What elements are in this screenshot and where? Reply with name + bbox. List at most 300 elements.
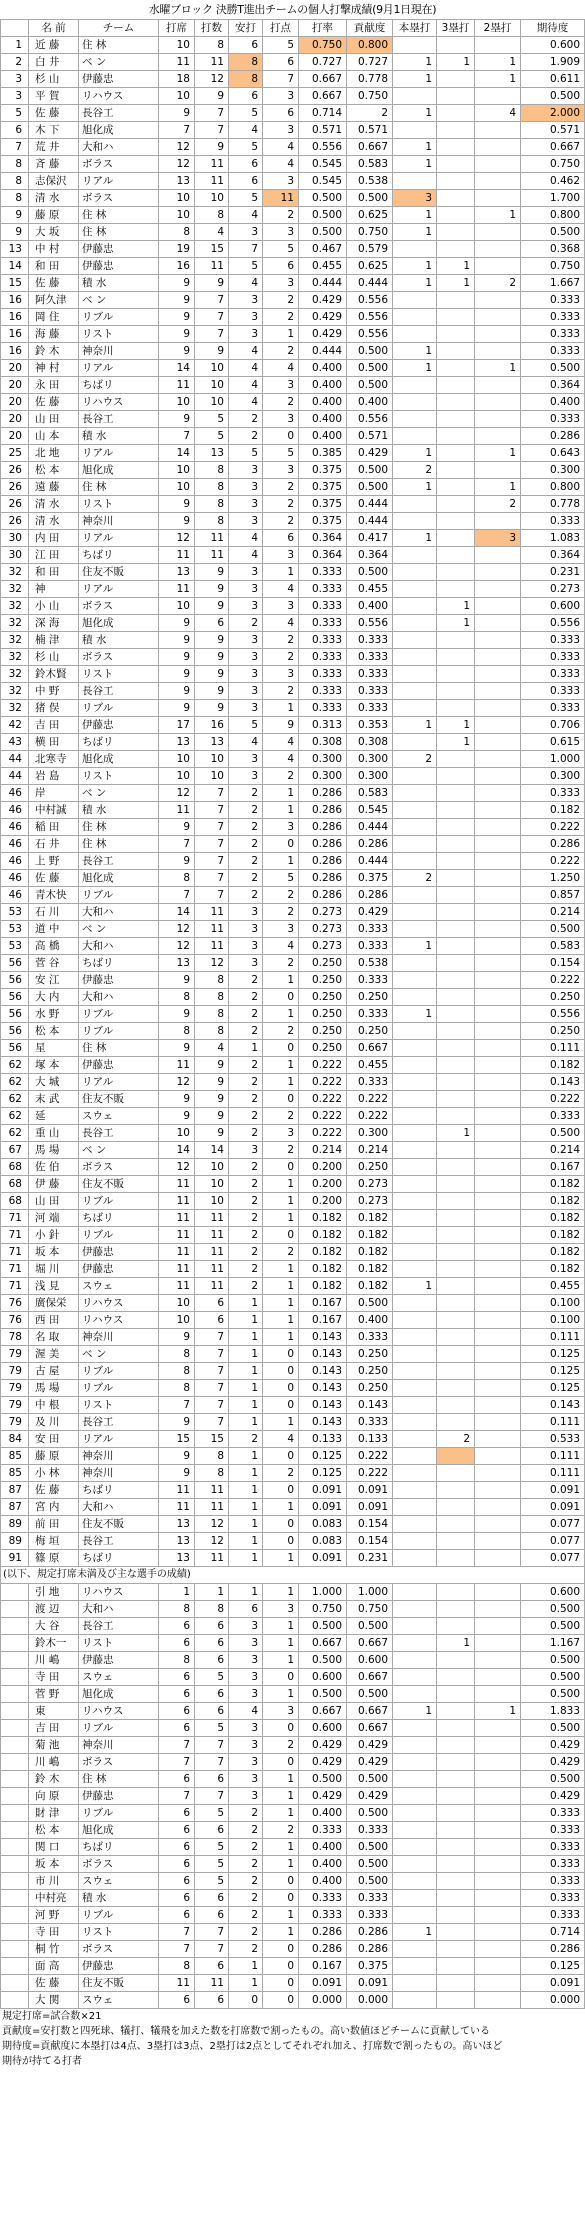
cell-at-bats: 7	[195, 1941, 229, 1958]
cell-name: 向 原	[29, 1788, 79, 1805]
cell-home-runs	[393, 802, 437, 819]
cell-batting-avg: 0.429	[299, 1754, 347, 1771]
cell-rank: 32	[1, 666, 29, 683]
cell-batting-avg: 0.500	[299, 207, 347, 224]
cell-expectation: 0.600	[521, 1584, 585, 1601]
cell-batting-avg: 0.000	[299, 1992, 347, 2009]
cell-hits: 3	[229, 938, 263, 955]
cell-rbi: 3	[263, 819, 299, 836]
cell-rbi: 1	[263, 326, 299, 343]
cell-team: 長谷工	[79, 1414, 159, 1431]
cell-batting-avg: 0.091	[299, 1550, 347, 1567]
cell-expectation: 0.750	[521, 156, 585, 173]
cell-at-bats: 6	[195, 1958, 229, 1975]
cell-rank: 32	[1, 598, 29, 615]
cell-batting-avg: 0.571	[299, 122, 347, 139]
cell-team: 大和ハ	[79, 989, 159, 1006]
cell-home-runs	[393, 1397, 437, 1414]
cell-home-runs	[393, 1142, 437, 1159]
cell-rank: 46	[1, 870, 29, 887]
table-row	[1, 496, 585, 513]
cell-plate-appearances: 10	[159, 190, 195, 207]
cell-team: 伊藤忠	[79, 1261, 159, 1278]
cell-name: 関 口	[29, 1839, 79, 1856]
cell-at-bats: 9	[195, 700, 229, 717]
cell-contribution: 0.444	[347, 496, 393, 513]
cell-home-runs: 1	[393, 1006, 437, 1023]
cell-rank: 46	[1, 853, 29, 870]
cell-plate-appearances: 9	[159, 105, 195, 122]
cell-contribution: 0.333	[347, 700, 393, 717]
cell-rbi: 0	[263, 1754, 299, 1771]
cell-at-bats: 5	[195, 1856, 229, 1873]
cell-name: 石 川	[29, 904, 79, 921]
table-row	[1, 411, 585, 428]
cell-rbi: 2	[263, 1822, 299, 1839]
table-row	[1, 1176, 585, 1193]
cell-contribution: 0.750	[347, 88, 393, 105]
cell-expectation: 0.182	[521, 1244, 585, 1261]
cell-plate-appearances: 9	[159, 666, 195, 683]
cell-plate-appearances: 9	[159, 972, 195, 989]
cell-plate-appearances: 13	[159, 734, 195, 751]
cell-team: 積 水	[79, 428, 159, 445]
cell-at-bats: 7	[195, 1363, 229, 1380]
cell-triples	[437, 428, 475, 445]
cell-contribution: 0.231	[347, 1550, 393, 1567]
table-row	[1, 1380, 585, 1397]
cell-team: 住 林	[79, 479, 159, 496]
cell-hits: 2	[229, 1159, 263, 1176]
cell-team: 伊藤忠	[79, 1788, 159, 1805]
cell-contribution: 0.417	[347, 530, 393, 547]
cell-at-bats: 6	[195, 1907, 229, 1924]
table-row	[1, 615, 585, 632]
cell-home-runs	[393, 122, 437, 139]
cell-doubles	[475, 394, 521, 411]
table-row	[1, 1142, 585, 1159]
cell-expectation: 0.111	[521, 1414, 585, 1431]
cell-plate-appearances: 9	[159, 275, 195, 292]
cell-triples	[437, 564, 475, 581]
cell-home-runs	[393, 615, 437, 632]
cell-hits: 1	[229, 1329, 263, 1346]
table-row	[1, 649, 585, 666]
cell-rbi: 5	[263, 241, 299, 258]
cell-contribution: 0.222	[347, 1108, 393, 1125]
cell-doubles: 3	[475, 530, 521, 547]
cell-plate-appearances: 7	[159, 428, 195, 445]
cell-triples	[437, 870, 475, 887]
cell-at-bats: 9	[195, 632, 229, 649]
cell-batting-avg: 0.667	[299, 1635, 347, 1652]
cell-batting-avg: 0.375	[299, 462, 347, 479]
cell-team: 積 水	[79, 275, 159, 292]
cell-plate-appearances: 10	[159, 462, 195, 479]
cell-batting-avg: 0.300	[299, 768, 347, 785]
table-row-extra	[1, 1754, 585, 1771]
cell-triples	[437, 1210, 475, 1227]
table-row-extra	[1, 1822, 585, 1839]
cell-home-runs	[393, 394, 437, 411]
cell-triples	[437, 683, 475, 700]
cell-contribution: 0.750	[347, 1601, 393, 1618]
cell-hits: 5	[229, 139, 263, 156]
cell-contribution: 0.583	[347, 156, 393, 173]
cell-hits: 6	[229, 37, 263, 54]
cell-doubles	[475, 1822, 521, 1839]
cell-team: 大和ハ	[79, 904, 159, 921]
cell-plate-appearances: 11	[159, 1482, 195, 1499]
cell-hits: 2	[229, 1278, 263, 1295]
cell-triples	[437, 343, 475, 360]
cell-hits: 7	[229, 241, 263, 258]
cell-hits: 3	[229, 598, 263, 615]
cell-doubles	[475, 1839, 521, 1856]
cell-rbi: 1	[263, 1193, 299, 1210]
table-row	[1, 1006, 585, 1023]
cell-hits: 4	[229, 343, 263, 360]
cell-contribution: 0.273	[347, 1176, 393, 1193]
cell-batting-avg: 0.375	[299, 496, 347, 513]
cell-rbi: 1	[263, 1652, 299, 1669]
cell-rank	[1, 1584, 29, 1601]
cell-batting-avg: 0.143	[299, 1329, 347, 1346]
cell-plate-appearances: 11	[159, 1057, 195, 1074]
cell-rbi: 3	[263, 224, 299, 241]
cell-hits: 1	[229, 1397, 263, 1414]
cell-rank	[1, 1958, 29, 1975]
cell-at-bats: 4	[195, 1040, 229, 1057]
cell-doubles	[475, 836, 521, 853]
cell-rank: 62	[1, 1057, 29, 1074]
cell-doubles	[475, 1992, 521, 2009]
cell-team: 旭化成	[79, 122, 159, 139]
cell-team: リブル	[79, 1193, 159, 1210]
cell-triples	[437, 1992, 475, 2009]
cell-triples	[437, 1941, 475, 1958]
cell-triples	[437, 190, 475, 207]
header-expectation: 期待度	[521, 20, 585, 37]
cell-expectation: 0.500	[521, 1669, 585, 1686]
cell-contribution: 0.222	[347, 1448, 393, 1465]
cell-team: 神奈川	[79, 343, 159, 360]
cell-triples	[437, 377, 475, 394]
cell-hits: 3	[229, 513, 263, 530]
cell-team: リアル	[79, 1431, 159, 1448]
cell-home-runs	[393, 1363, 437, 1380]
cell-rank: 8	[1, 156, 29, 173]
cell-name: 坂 本	[29, 1856, 79, 1873]
cell-rank: 46	[1, 836, 29, 853]
cell-expectation: 0.429	[521, 1788, 585, 1805]
cell-plate-appearances: 17	[159, 717, 195, 734]
cell-expectation: 0.125	[521, 1346, 585, 1363]
cell-plate-appearances: 14	[159, 445, 195, 462]
cell-home-runs	[393, 1091, 437, 1108]
cell-at-bats: 7	[195, 819, 229, 836]
cell-hits: 1	[229, 1295, 263, 1312]
cell-plate-appearances: 12	[159, 156, 195, 173]
cell-contribution: 0.091	[347, 1499, 393, 1516]
cell-at-bats: 5	[195, 411, 229, 428]
cell-plate-appearances: 8	[159, 989, 195, 1006]
cell-rbi: 0	[263, 1941, 299, 1958]
cell-team: リハウス	[79, 1312, 159, 1329]
cell-triples	[437, 37, 475, 54]
cell-hits: 2	[229, 819, 263, 836]
cell-rbi: 1	[263, 1550, 299, 1567]
cell-triples	[437, 1737, 475, 1754]
cell-expectation: 0.364	[521, 377, 585, 394]
cell-hits: 3	[229, 751, 263, 768]
cell-contribution: 0.778	[347, 71, 393, 88]
table-row	[1, 1363, 585, 1380]
cell-rbi: 0	[263, 836, 299, 853]
cell-triples: 1	[437, 275, 475, 292]
cell-team: 長谷工	[79, 1618, 159, 1635]
cell-plate-appearances: 11	[159, 1210, 195, 1227]
cell-plate-appearances: 10	[159, 88, 195, 105]
cell-rbi: 5	[263, 870, 299, 887]
cell-hits: 2	[229, 1261, 263, 1278]
cell-team: 積 水	[79, 1890, 159, 1907]
cell-hits: 2	[229, 1193, 263, 1210]
cell-rank: 32	[1, 581, 29, 598]
cell-team: リハウス	[79, 88, 159, 105]
cell-plate-appearances: 8	[159, 224, 195, 241]
cell-doubles	[475, 700, 521, 717]
cell-triples	[437, 1618, 475, 1635]
cell-contribution: 0.333	[347, 1074, 393, 1091]
cell-batting-avg: 0.083	[299, 1533, 347, 1550]
cell-plate-appearances: 19	[159, 241, 195, 258]
cell-team: ちばリ	[79, 547, 159, 564]
cell-at-bats: 5	[195, 428, 229, 445]
cell-triples	[437, 1448, 475, 1465]
cell-rbi: 0	[263, 1873, 299, 1890]
cell-triples	[437, 972, 475, 989]
cell-plate-appearances: 9	[159, 1006, 195, 1023]
cell-contribution: 0.429	[347, 1754, 393, 1771]
cell-name: 宮 内	[29, 1499, 79, 1516]
cell-hits: 3	[229, 1737, 263, 1754]
cell-triples	[437, 411, 475, 428]
cell-rank	[1, 1907, 29, 1924]
cell-rbi: 0	[263, 1720, 299, 1737]
cell-rbi: 2	[263, 768, 299, 785]
cell-batting-avg: 0.200	[299, 1159, 347, 1176]
table-row	[1, 1550, 585, 1567]
cell-home-runs	[393, 836, 437, 853]
cell-home-runs: 2	[393, 870, 437, 887]
cell-home-runs	[393, 1533, 437, 1550]
cell-rank: 89	[1, 1533, 29, 1550]
cell-doubles: 2	[475, 275, 521, 292]
cell-rank: 62	[1, 1091, 29, 1108]
table-row	[1, 887, 585, 904]
table-row-extra	[1, 1686, 585, 1703]
cell-contribution: 0.333	[347, 683, 393, 700]
cell-contribution: 2	[347, 105, 393, 122]
table-row	[1, 360, 585, 377]
cell-rank	[1, 1788, 29, 1805]
cell-name: 楠 津	[29, 632, 79, 649]
table-row-extra	[1, 1975, 585, 1992]
cell-expectation: 0.615	[521, 734, 585, 751]
cell-name: 面 高	[29, 1958, 79, 1975]
cell-doubles	[475, 1941, 521, 1958]
cell-at-bats: 8	[195, 989, 229, 1006]
cell-plate-appearances: 8	[159, 870, 195, 887]
cell-home-runs: 1	[393, 479, 437, 496]
cell-name: 岸	[29, 785, 79, 802]
cell-rank: 5	[1, 105, 29, 122]
cell-batting-avg: 0.143	[299, 1346, 347, 1363]
cell-rank: 16	[1, 343, 29, 360]
cell-hits: 2	[229, 802, 263, 819]
cell-team: リブル	[79, 887, 159, 904]
cell-rbi: 0	[263, 1091, 299, 1108]
cell-triples	[437, 1380, 475, 1397]
cell-rbi: 2	[263, 1244, 299, 1261]
cell-triples	[437, 768, 475, 785]
cell-expectation: 0.500	[521, 88, 585, 105]
cell-plate-appearances: 13	[159, 1516, 195, 1533]
cell-home-runs	[393, 853, 437, 870]
cell-triples	[437, 1329, 475, 1346]
cell-triples	[437, 1023, 475, 1040]
cell-batting-avg: 0.500	[299, 1771, 347, 1788]
cell-contribution: 1.000	[347, 1584, 393, 1601]
cell-doubles	[475, 1550, 521, 1567]
cell-rbi: 4	[263, 139, 299, 156]
cell-at-bats: 7	[195, 1414, 229, 1431]
cell-hits: 5	[229, 190, 263, 207]
cell-contribution: 0.333	[347, 972, 393, 989]
cell-contribution: 0.300	[347, 751, 393, 768]
cell-rbi: 2	[263, 1108, 299, 1125]
cell-batting-avg: 0.444	[299, 275, 347, 292]
table-row-extra	[1, 1958, 585, 1975]
cell-triples: 1	[437, 598, 475, 615]
cell-doubles	[475, 1652, 521, 1669]
cell-team: リアル	[79, 1074, 159, 1091]
cell-name: 佐 伯	[29, 1159, 79, 1176]
cell-rank: 56	[1, 955, 29, 972]
cell-hits: 2	[229, 1125, 263, 1142]
cell-contribution: 0.538	[347, 955, 393, 972]
cell-doubles	[475, 1873, 521, 1890]
cell-hits: 1	[229, 1499, 263, 1516]
cell-name: 猪 俣	[29, 700, 79, 717]
cell-name: 堀 川	[29, 1261, 79, 1278]
cell-team: ベ ン	[79, 54, 159, 71]
cell-expectation: 0.333	[521, 513, 585, 530]
cell-doubles	[475, 326, 521, 343]
cell-home-runs	[393, 1414, 437, 1431]
cell-name: 松 本	[29, 462, 79, 479]
cell-expectation: 0.300	[521, 462, 585, 479]
cell-rbi: 1	[263, 1006, 299, 1023]
cell-doubles	[475, 1737, 521, 1754]
cell-home-runs	[393, 972, 437, 989]
cell-at-bats: 11	[195, 1261, 229, 1278]
table-row	[1, 819, 585, 836]
cell-rbi: 0	[263, 1975, 299, 1992]
cell-name: 道 中	[29, 921, 79, 938]
cell-at-bats: 10	[195, 1193, 229, 1210]
cell-team: ちばリ	[79, 1550, 159, 1567]
cell-team: 伊藤忠	[79, 241, 159, 258]
cell-triples	[437, 649, 475, 666]
cell-rank: 62	[1, 1108, 29, 1125]
cell-name: 木 下	[29, 122, 79, 139]
cell-rbi: 1	[263, 1278, 299, 1295]
cell-plate-appearances: 12	[159, 938, 195, 955]
cell-hits: 2	[229, 1805, 263, 1822]
cell-hits: 5	[229, 445, 263, 462]
cell-rank: 44	[1, 751, 29, 768]
cell-name: 水 野	[29, 1006, 79, 1023]
cell-home-runs	[393, 887, 437, 904]
cell-expectation: 0.333	[521, 1873, 585, 1890]
cell-batting-avg: 0.286	[299, 836, 347, 853]
cell-hits: 2	[229, 428, 263, 445]
cell-batting-avg: 0.333	[299, 683, 347, 700]
cell-contribution: 0.333	[347, 1414, 393, 1431]
cell-triples	[437, 1754, 475, 1771]
cell-expectation: 0.182	[521, 1193, 585, 1210]
cell-plate-appearances: 6	[159, 1686, 195, 1703]
cell-doubles	[475, 1363, 521, 1380]
cell-rank: 15	[1, 275, 29, 292]
cell-batting-avg: 0.286	[299, 802, 347, 819]
cell-triples	[437, 1703, 475, 1720]
cell-rank: 1	[1, 37, 29, 54]
cell-triples	[437, 1227, 475, 1244]
cell-home-runs: 1	[393, 139, 437, 156]
cell-rank: 56	[1, 1023, 29, 1040]
cell-team: 旭化成	[79, 1822, 159, 1839]
cell-rank	[1, 1601, 29, 1618]
cell-at-bats: 10	[195, 1176, 229, 1193]
cell-at-bats: 7	[195, 326, 229, 343]
table-row	[1, 1312, 585, 1329]
cell-doubles	[475, 768, 521, 785]
cell-expectation: 0.500	[521, 1618, 585, 1635]
cell-triples	[437, 122, 475, 139]
cell-rbi: 1	[263, 1856, 299, 1873]
cell-rbi: 2	[263, 632, 299, 649]
cell-name: 安 田	[29, 1431, 79, 1448]
cell-rank: 16	[1, 326, 29, 343]
cell-contribution: 0.500	[347, 1805, 393, 1822]
cell-expectation: 0.333	[521, 1108, 585, 1125]
cell-expectation: 0.125	[521, 1958, 585, 1975]
cell-hits: 1	[229, 1533, 263, 1550]
cell-hits: 3	[229, 326, 263, 343]
cell-batting-avg: 0.333	[299, 1890, 347, 1907]
cell-hits: 2	[229, 1244, 263, 1261]
table-row	[1, 904, 585, 921]
cell-expectation: 0.000	[521, 1992, 585, 2009]
table-row	[1, 139, 585, 156]
cell-expectation: 0.300	[521, 768, 585, 785]
cell-triples	[437, 71, 475, 88]
cell-rank: 89	[1, 1516, 29, 1533]
cell-rank	[1, 1737, 29, 1754]
